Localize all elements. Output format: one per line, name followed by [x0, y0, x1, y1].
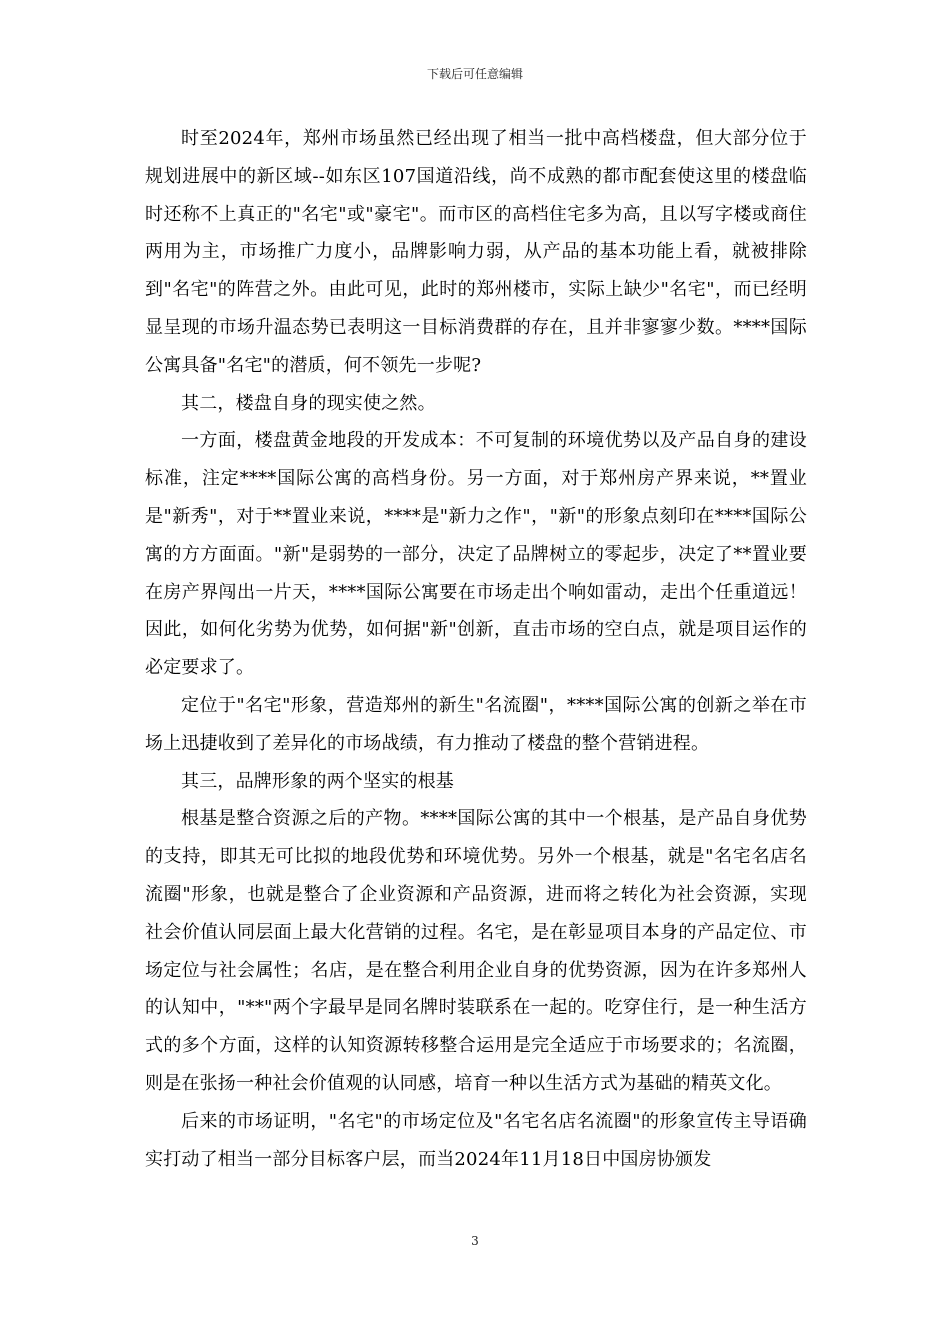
- paragraph: 一方面，楼盘黄金地段的开发成本：不可复制的环境优势以及产品自身的建设标准，注定****国际公寓的高档身份。另一方面，对于郑州房产界来说，**置业是"新秀"，对于**置业来说，****是"新力之作"，"新"的形象点刻印在****国际公寓的方方面面。"新"是弱势的一部分，决定了品牌树立的零起步，决定了**置业要在房产界闯出一片天，****国际公寓要在市场走出个响如雷动，走出个任重道远！因此，如何化劣势为优势，如何据"新"创新，直击市场的空白点，就是项目运作的必定要求了。: [145, 430, 807, 679]
- document-body: [145, 120, 807, 1178]
- paragraph: 其二，楼盘自身的现实使之然。: [181, 392, 436, 414]
- page-header: 下载后可任意编辑: [426, 67, 523, 81]
- paragraph: 时至2024年，郑州市场虽然已经出现了相当一批中高档楼盘，但大部分位于规划进展中的新区域--如东区107国道沿线，尚不成熟的都市配套使这里的楼盘临时还称不上真正的"名宅"或"豪宅"。而市区的高档住宅多为高，且以写字楼或商住两用为主，市场推广力度小，品牌影响力弱，从产品的基本功能上看，就被排除到"名宅"的阵营之外。由此可见，此时的郑州楼市，实际上缺少"名宅"，而已经明显呈现的市场升温态势已表明这一目标消费群的存在，且并非寥寥少数。****国际公寓具备"名宅"的潜质，何不领先一步呢?: [145, 128, 807, 376]
- page-number: 3: [471, 1234, 479, 1248]
- paragraph: 根基是整合资源之后的产物。****国际公寓的其中一个根基，是产品自身优势的支持，即其无可比拟的地段优势和环境优势。另外一个根基，就是"名宅名店名流圈"形象，也就是整合了企业资源和产品资源，进而将之转化为社会资源，实现社会价值认同层面上最大化营销的过程。名宅，是在彰显项目本身的产品定位、市场定位与社会属性；名店，是在整合利用企业自身的优势资源，因为在许多郑州人的认知中，"**"两个字最早是同名牌时装联系在一起的。吃穿住行，是一种生活方式的多个方面，这样的认知资源转移整合运用是完全适应于市场要求的；名流圈，则是在张扬一种社会价值观的认同感，培育一种以生活方式为基础的精英文化。: [145, 808, 807, 1094]
- paragraph: 定位于"名宅"形象，营造郑州的新生"名流圈"，****国际公寓的创新之举在市场上迅捷收到了差异化的市场战绩，有力推动了楼盘的整个营销进程。: [145, 694, 807, 754]
- paragraph: 后来的市场证明，"名宅"的市场定位及"名宅名店名流圈"的形象宣传主导语确实打动了相当一部分目标客户层，而当2024年11月18日中国房协颁发: [145, 1110, 807, 1170]
- paragraph: 其三，品牌形象的两个坚实的根基: [181, 770, 454, 792]
